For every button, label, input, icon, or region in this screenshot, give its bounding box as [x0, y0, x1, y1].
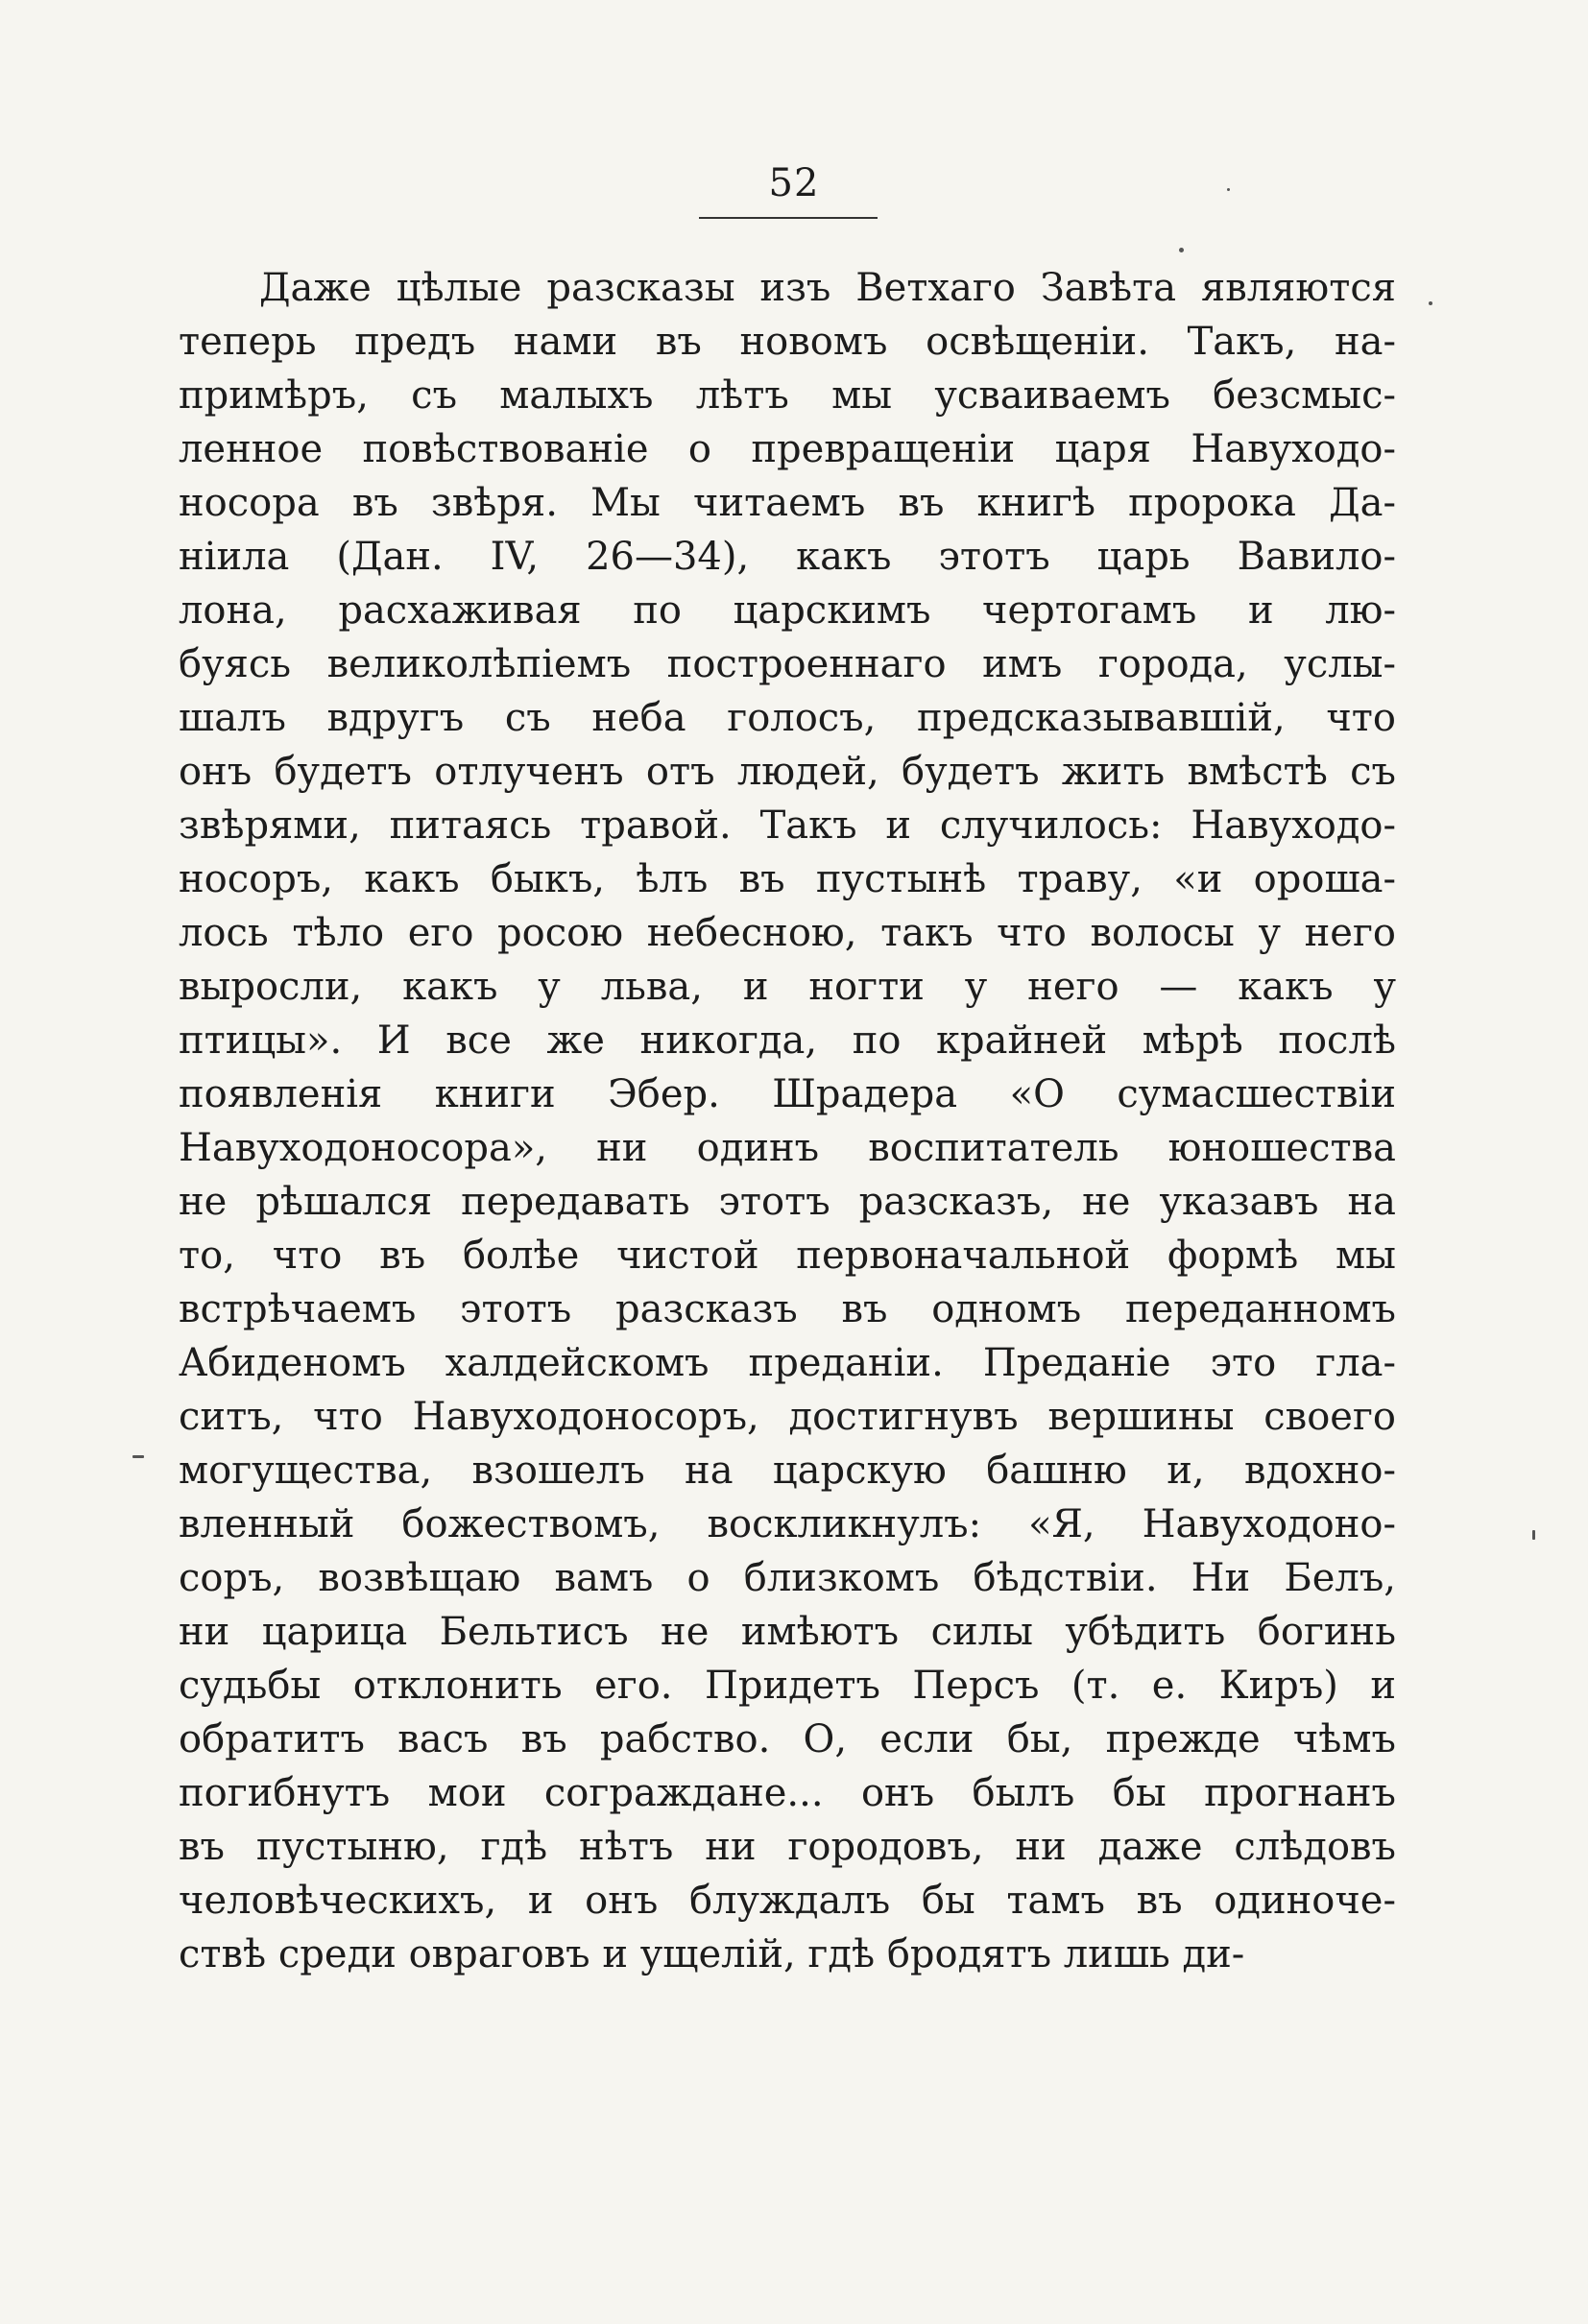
scan-speck — [1179, 248, 1184, 252]
scan-speck — [1532, 1530, 1535, 1540]
text-line: буясь великолѣпіемъ построеннаго имъ города, услы- — [179, 642, 1396, 686]
text-line: онъ будетъ отлученъ отъ людей, будетъ жить вмѣстѣ съ — [179, 750, 1396, 794]
text-line: лось тѣло его росою небесною, такъ что волосы у него — [179, 911, 1396, 955]
text-line: то, что въ болѣе чистой первоначальной формѣ мы — [179, 1234, 1396, 1278]
text-line: шалъ вдругъ съ неба голосъ, предсказывавшій, что — [179, 696, 1396, 740]
scan-speck — [1429, 301, 1432, 305]
text-line: вленный божествомъ, воскликнулъ: «Я, Навуходоно- — [179, 1502, 1396, 1546]
text-line: обратитъ васъ въ рабство. О, если бы, прежде чѣмъ — [179, 1717, 1396, 1761]
text-line: выросли, какъ у льва, и ногти у него — какъ у — [179, 965, 1396, 1009]
body-text — [179, 261, 1396, 1981]
text-line: появленія книги Эбер. Шрадера «О сумасшествіи — [179, 1072, 1396, 1116]
header-rule — [699, 217, 878, 219]
text-line: человѣческихъ, и онъ блуждалъ бы тамъ въ одиноче- — [179, 1879, 1396, 1923]
text-line: судьбы отклонить его. Придетъ Персъ (т. е. Киръ) и — [179, 1664, 1396, 1708]
text-line: не рѣшался передавать этотъ разсказъ, не указавъ на — [179, 1180, 1396, 1224]
text-line: теперь предъ нами въ новомъ освѣщеніи. Такъ, на- — [179, 320, 1396, 364]
text-line: погибнутъ мои сограждане... онъ былъ бы прогнанъ — [179, 1771, 1396, 1815]
text-line: Даже цѣлые разсказы изъ Ветхаго Завѣта являются — [259, 266, 1396, 310]
text-line: лона, расхаживая по царскимъ чертогамъ и лю- — [179, 588, 1396, 633]
text-line: ніила (Дан. IV, 26—34), какъ этотъ царь Вавило- — [179, 535, 1396, 579]
text-line: примѣръ, съ малыхъ лѣтъ мы усваиваемъ безсмыс- — [179, 373, 1396, 418]
text-line: носора въ звѣря. Мы читаемъ въ книгѣ пророка Да- — [179, 481, 1396, 525]
text-line: Абиденомъ халдейскомъ преданіи. Преданіе это гла- — [179, 1341, 1396, 1385]
text-line: звѣрями, питаясь травой. Такъ и случилось: Навуходо- — [179, 803, 1396, 848]
text-line: соръ, возвѣщаю вамъ о близкомъ бѣдствіи. Ни Белъ, — [179, 1556, 1396, 1600]
text-line: въ пустыню, гдѣ нѣтъ ни городовъ, ни даже слѣдовъ — [179, 1825, 1396, 1869]
text-line: ленное повѣствованіе о превращеніи царя Навуходо- — [179, 427, 1396, 471]
text-line: носоръ, какъ быкъ, ѣлъ въ пустынѣ траву, «и ороша- — [179, 857, 1396, 901]
text-line: встрѣчаемъ этотъ разсказъ въ одномъ переданномъ — [179, 1287, 1396, 1331]
text-line: ствѣ среди овраговъ и ущелій, гдѣ бродятъ лишь ди- — [179, 1932, 1245, 1977]
text-line: могущества, взошелъ на царскую башню и, вдохно- — [179, 1449, 1396, 1493]
text-line: ни царица Бельтисъ не имѣютъ силы убѣдить богинь — [179, 1610, 1396, 1654]
text-line: Навуходоносора», ни одинъ воспитатель юношества — [179, 1126, 1396, 1170]
page-number: 52 — [768, 161, 820, 205]
text-line: птицы». И все же никогда, по крайней мѣрѣ послѣ — [179, 1018, 1396, 1063]
text-line: ситъ, что Навуходоносоръ, достигнувъ вершины своего — [179, 1395, 1396, 1439]
scan-speck — [132, 1455, 144, 1458]
scan-speck — [1227, 188, 1230, 191]
